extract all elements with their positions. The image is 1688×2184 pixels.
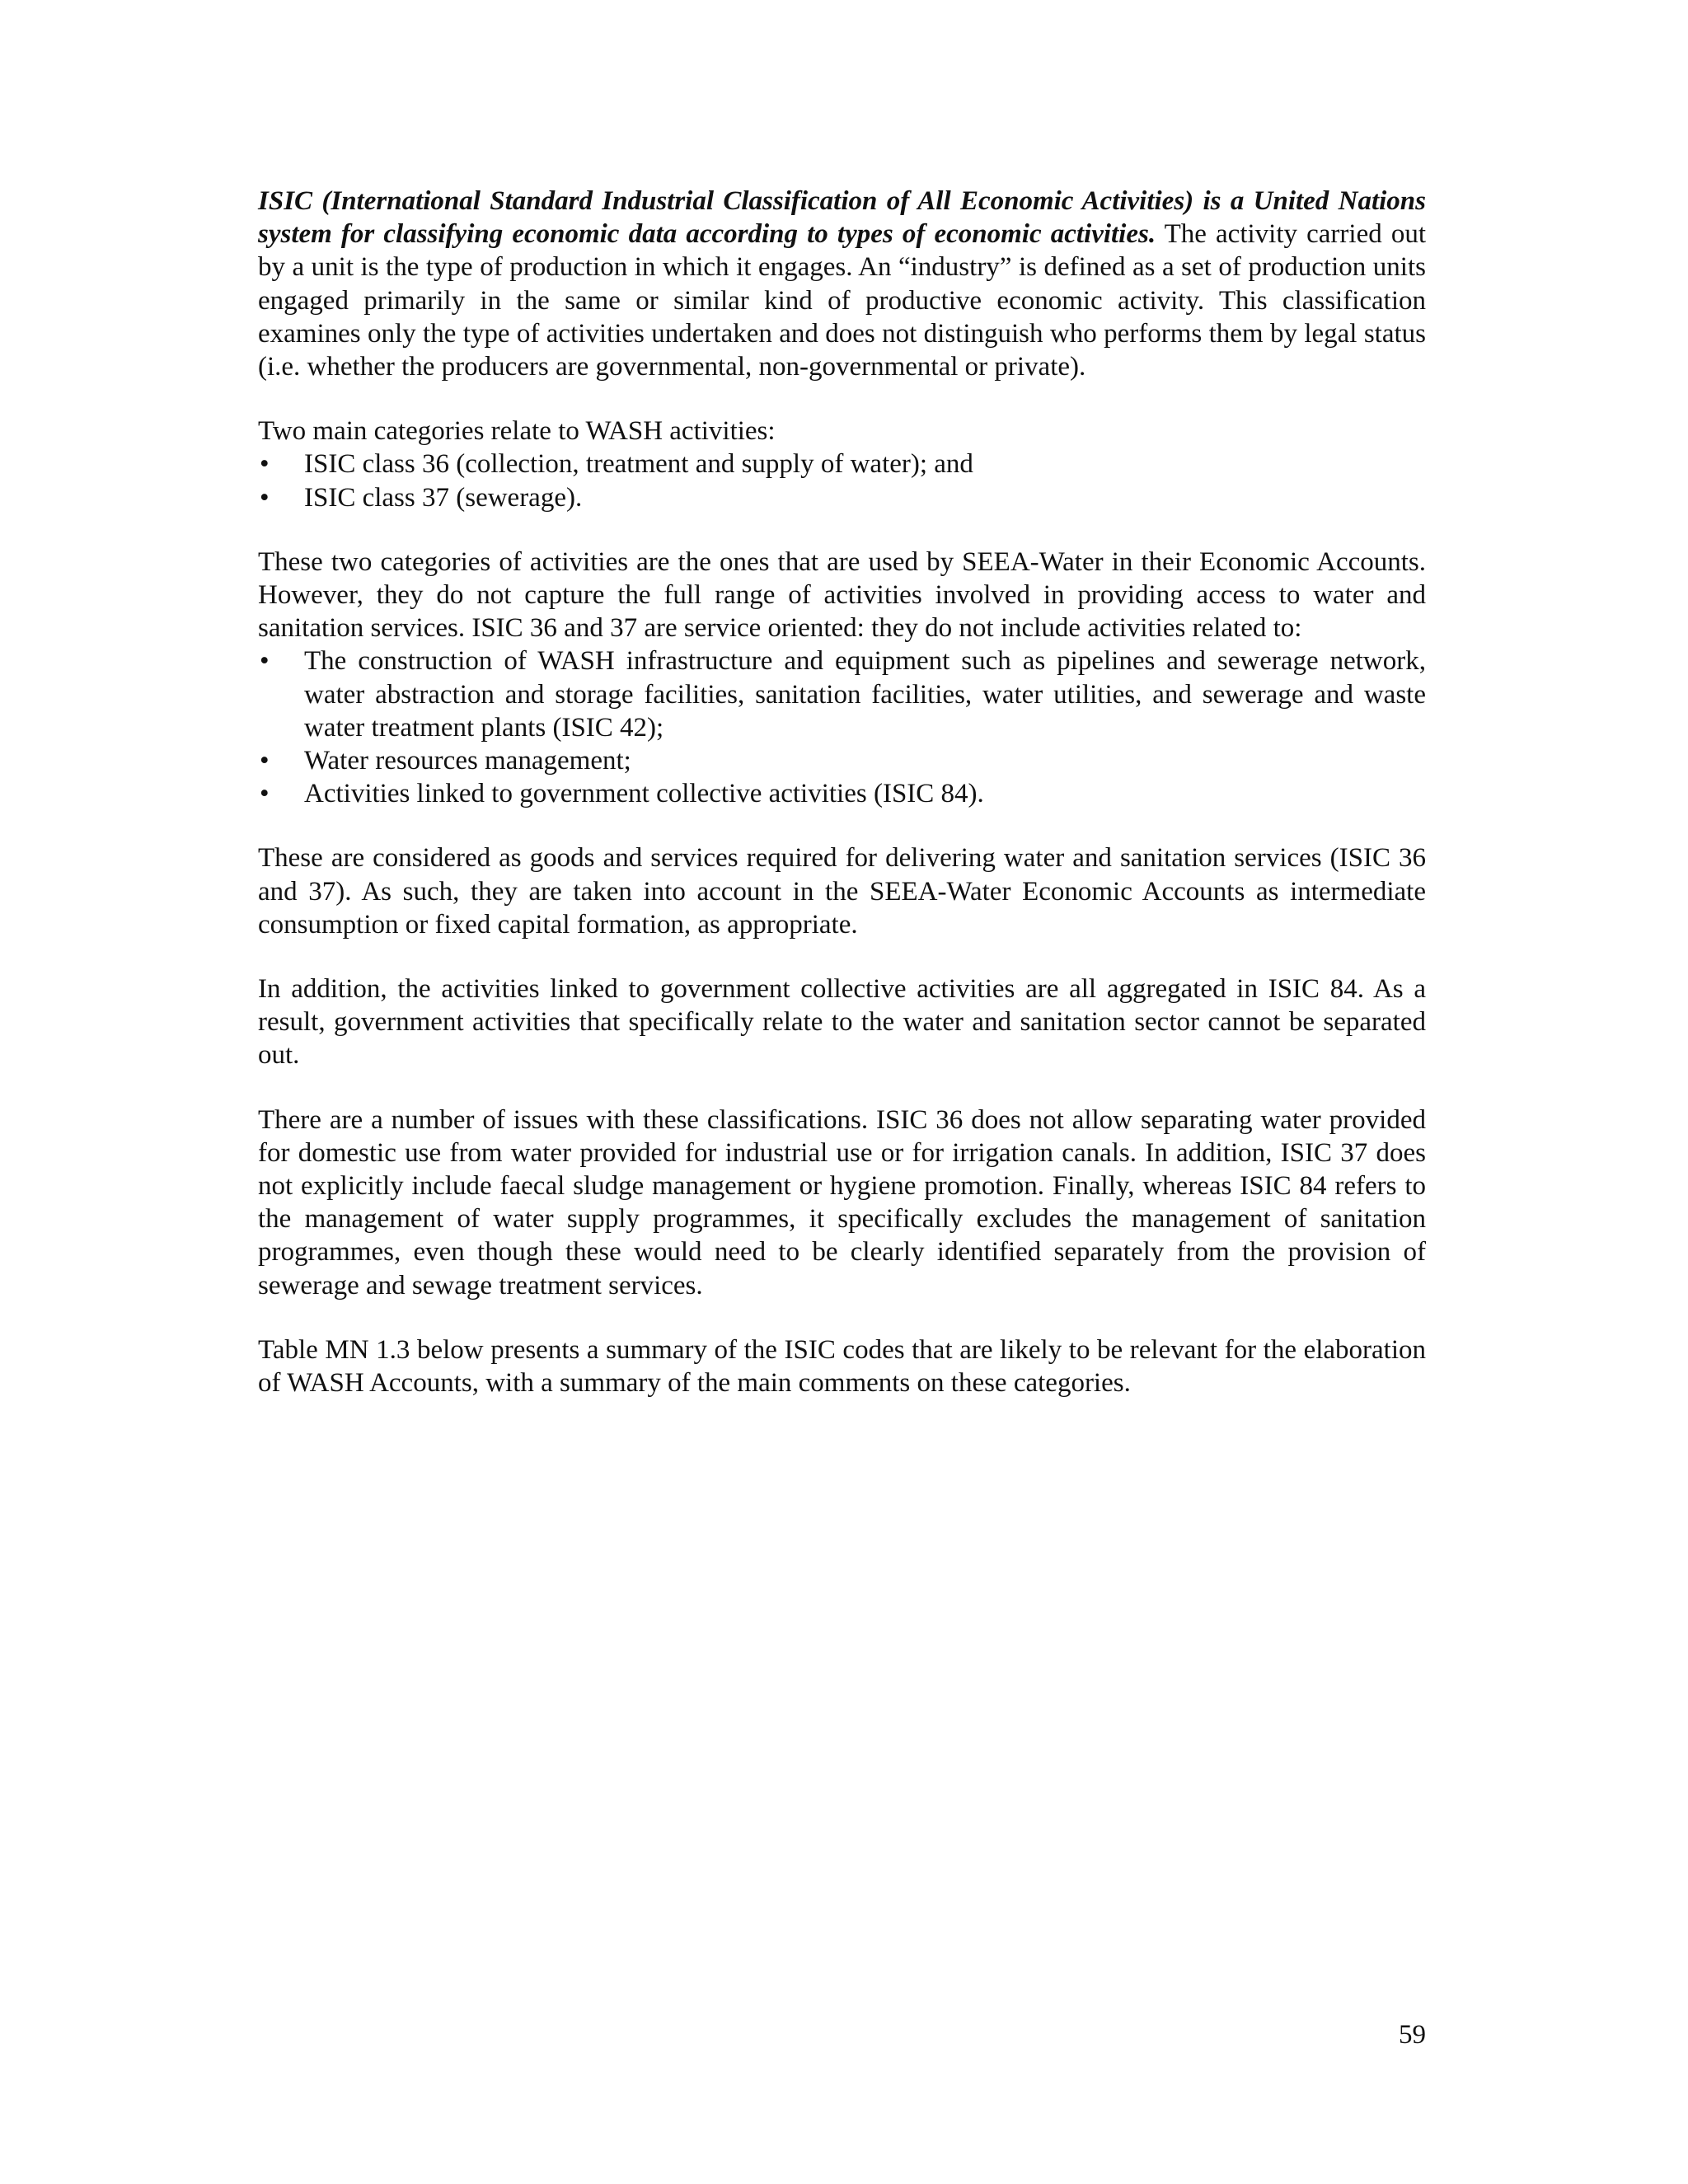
activities-list: [258, 644, 1426, 810]
bullet-icon: •: [260, 449, 270, 480]
list-item-text: Activities linked to government collective activities (ISIC 84).: [304, 779, 984, 809]
page-number: 59: [1399, 2020, 1426, 2050]
list-item: [258, 777, 1426, 810]
classification-issues-paragraph: There are a number of issues with these classifications. ISIC 36 does not allow separating water provided for domestic use from water provided for industrial use or for irrigation canals. In addition, ISIC 37 does not explicitly include faecal sludge management or hygiene promotion. Finally, whereas ISIC 84 refers to the management of water supply programmes, it specifically excludes the management of sanitation programmes, even though these would need to be clearly identified separately from the provision of sewerage and sewage treatment services.: [258, 1104, 1426, 1301]
bullet-icon: •: [260, 779, 270, 809]
intro-paragraph: [258, 185, 1426, 383]
intro-body-text: The activity carried out by a unit is the type of production in which it engages. An “industry” is defined as a set of production units engaged primarily in the same or similar kind of productive economic activity. This classification examines only the type of activities undertaken and does not distinguish who performs them by legal status (i.e. whether the producers are governmental, non-governmental or private).: [258, 219, 1426, 382]
list-item: [258, 644, 1426, 744]
list-item-text: Water resources management;: [304, 746, 631, 776]
table-reference-paragraph: Table MN 1.3 below presents a summary of the ISIC codes that are likely to be relevant for the elaboration of WASH Accounts, with a summary of the main comments on these categories.: [258, 1334, 1426, 1399]
goods-services-paragraph: These are considered as goods and services required for delivering water and sanitation services (ISIC 36 and 37). As such, they are taken into account in the SEEA-Water Economic Accounts as intermediate consumption or fixed capital formation, as appropriate.: [258, 843, 1426, 940]
list-item: [258, 448, 1426, 480]
bullet-icon: •: [260, 482, 270, 513]
government-activities-paragraph: In addition, the activities linked to government collective activities are all aggregated in ISIC 84. As a result, government activities that specifically relate to the water and sanitation sector cannot be separated out.: [258, 974, 1426, 1071]
list-item: [258, 481, 1426, 514]
list-item: [258, 744, 1426, 777]
list-item-text: The construction of WASH infrastructure and equipment such as pipelines and sewerage network, water abstraction and storage facilities, sanitation facilities, water utilities, and sewerage and waste water treatment plants (ISIC 42);: [304, 646, 1426, 743]
activities-paragraph: These two categories of activities are the ones that are used by SEEA-Water in their Economic Accounts. However, they do not capture the full range of activities involved in providing access to water and sanitation services. ISIC 36 and 37 are service oriented: they do not include activities related to:: [258, 546, 1426, 644]
intro-lead-text: ISIC (International Standard Industrial Classification of All Economic Activities) is a United Nations system for classifying economic data according to types of economic activities.: [258, 186, 1426, 250]
document-page: [258, 185, 1426, 1431]
categories-list: [258, 448, 1426, 513]
bullet-icon: •: [260, 646, 270, 677]
categories-heading: Two main categories relate to WASH activities:: [258, 416, 776, 447]
bullet-icon: •: [260, 746, 270, 776]
list-item-text: ISIC class 37 (sewerage).: [304, 482, 583, 513]
list-item-text: ISIC class 36 (collection, treatment and supply of water); and: [304, 449, 973, 480]
